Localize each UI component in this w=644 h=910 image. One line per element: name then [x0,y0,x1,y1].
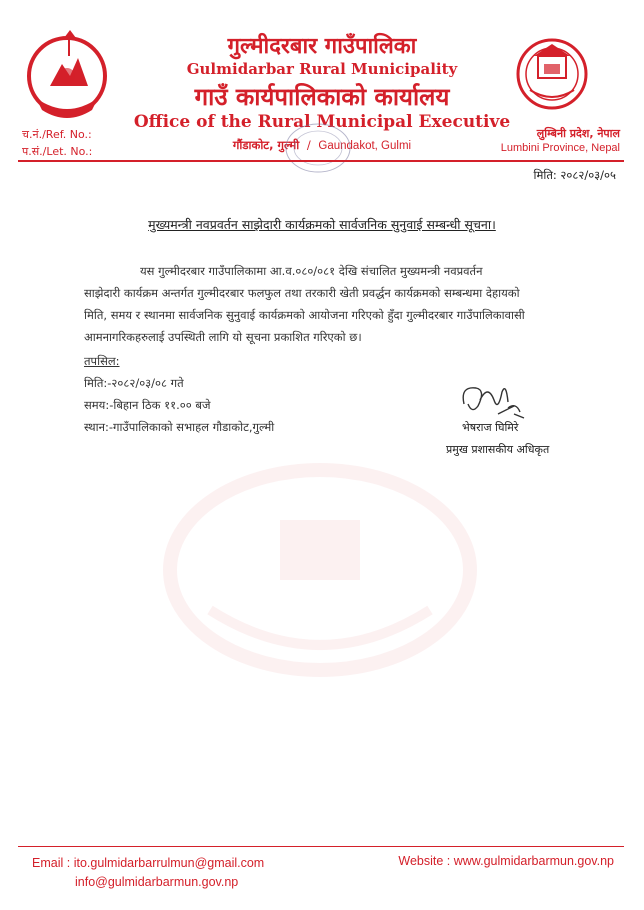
notice-subject: मुख्यमन्त्री नवप्रवर्तन साझेदारी कार्यक्रमको सार्वजनिक सुनुवाई सम्बन्धी सूचना। [148,217,496,232]
province-en: Lumbini Province, Nepal [500,142,620,154]
details-section [84,350,384,438]
municipality-name-en: Gulmidarbar Rural Municipality [186,60,458,78]
website-link[interactable]: www.gulmidarbarmun.gov.np [453,854,614,868]
notice-body [84,260,584,348]
address-np: गौंडाकोट, गुल्मी [232,138,300,152]
municipality-name-np: गुल्मीदरबार गाउँपालिका [227,34,417,59]
province-np: लुम्बिनी प्रदेश, नेपाल [536,127,620,140]
body-line: साझेदारी कार्यक्रम अन्तर्गत गुल्मीदरबार फलफुल तथा तरकारी खेती प्रवर्द्धन कार्यक्रमको सम्बन्धमा देहायको [84,286,520,300]
watermark-emblem-icon [150,460,490,680]
letter-no-label: प.सं./Let. No.: [22,145,93,158]
ref-no-label: च.नं./Ref. No.: [22,128,92,141]
signature-icon [458,378,530,422]
signatory-title: प्रमुख प्रशासकीय अधिकृत [446,443,550,456]
office-name-en: Office of the Rural Municipal Executive [133,112,511,132]
details-heading: तपसिल: [84,354,120,368]
details-place: स्थान:-गाउँपालिकाको सभाहल गौडाकोट,गुल्मी [84,420,275,434]
footer-divider [18,846,624,847]
email-link-secondary[interactable]: info@gulmidarbarmun.gov.np [75,875,239,889]
address-en: Gaundakot, Gulmi [318,140,412,152]
signatory-name: भेषराज घिमिरे [462,421,519,434]
email-link-primary[interactable]: ito.gulmidarbarrulmun@gmail.com [73,856,265,870]
footer-email [32,854,264,892]
details-date: मिति:-२०८२/०३/०८ गते [84,376,184,390]
footer-website [398,854,614,868]
body-line: यस गुल्मीदरबार गाउँपालिकामा आ.व.०८०/०८१ देखि संचालित मुख्यमन्त्री नवप्रवर्तन [140,264,483,278]
office-name-np: गाउँ कार्यपालिकाको कार्यालय [194,83,450,111]
details-time: समय:-बिहान ठिक ११.०० बजे [84,398,211,412]
body-line: मिति, समय र स्थानमा सार्वजनिक सुनुवाई कार्यक्रमको आयोजना गरिएको हुँदा गुल्मीदरबार गाउँपालिकावासी [84,308,525,322]
header-divider [18,160,624,162]
address-separator: / [306,138,311,152]
website-label: Website : [398,854,451,868]
office-stamp-icon [278,118,358,178]
document-date: मिति: २०८२/०३/०५ [533,168,616,182]
body-line: आमनागरिकहरुलाई उपस्थिती लागि यो सूचना प्रकाशित गरिएको छ। [84,330,362,344]
email-label: Email : [32,856,71,870]
